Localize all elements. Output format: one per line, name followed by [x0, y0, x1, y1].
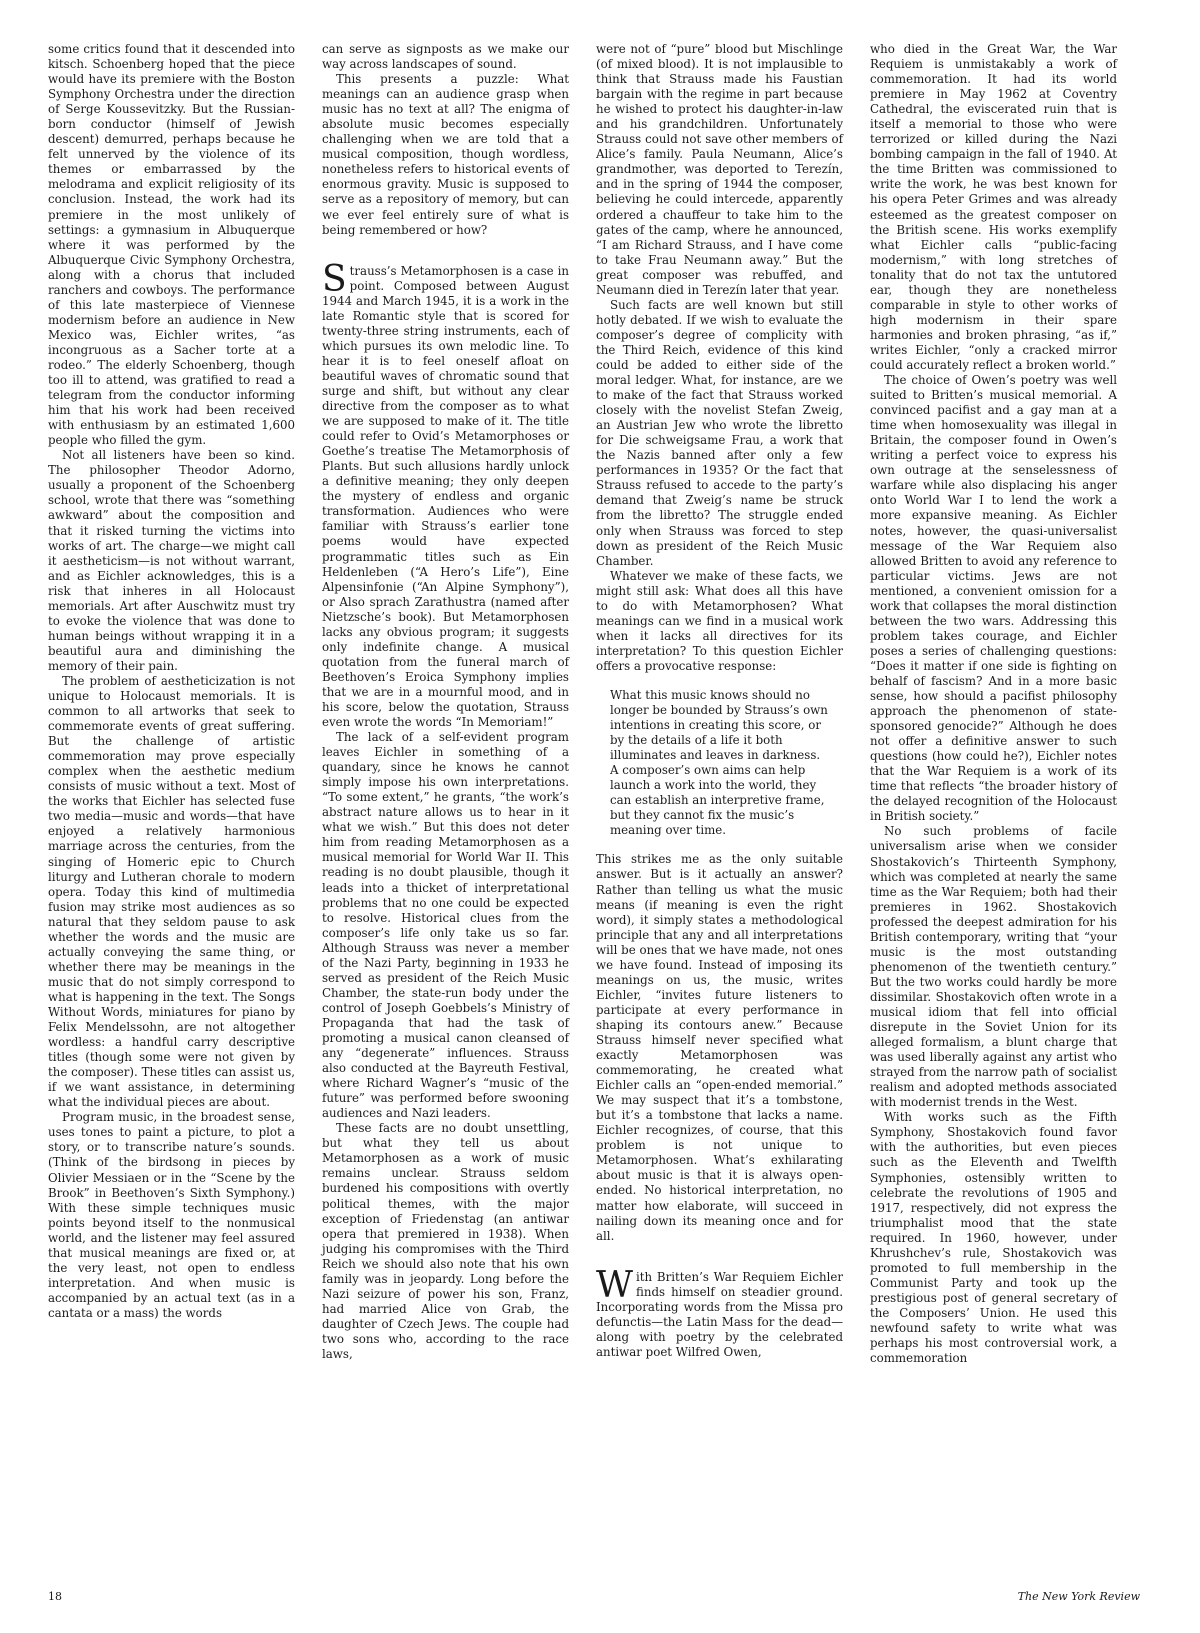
paragraph: who died in the Great War, the War Requiem is unmistakably a work of commemoration. It had its world premiere in May 1962 at Coventry Cathedral, the eviscerated ruin that is itself a memorial to those who were terrorized or killed during the Nazi bombing campaign in the fall of 1940. At the time Britten was commissioned to write the work, he was best known for his opera Peter Grimes and was already esteemed as the greatest composer on the British scene. His works exemplify what Eichler calls “public-facing modernism,” with long stretches of tonality that do not tax the untutored ear, though they are nonetheless comparable in style to other works of high modernism in their spare harmonies and broken phrasing, “as if,” writes Eichler, “only a cracked mirror could accurately reflect a broken world.”	[870, 42, 1117, 372]
drop-cap: S	[322, 258, 347, 300]
drop-cap: W	[596, 1264, 634, 1306]
block-quote: What this music knows should no longer be bounded by Strauss’s own intentions in creating this score, or by the details of a life it both illuminates and leaves in darkness. A composer’s own aims can help launch a work into the world, they can establish an interpretive frame, but they cannot fix the music’s meaning over time.	[610, 687, 828, 838]
paragraph: some critics found that it descended into kitsch. Schoenberg hoped that the piece would have its premiere with the Boston Symphony Orchestra under the direction of Serge Koussevitzky. But the Russian-born conductor (himself of Jewish descent) demurred, perhaps because he felt unnerved by the violence of its themes or embarrassed by the melodrama and explicit religiosity of its conclusion. Instead, the work had its premiere in the most unlikely of settings: a gymnasium in Albuquerque where it was performed by the Albuquerque Civic Symphony Orchestra, along with a chorus that included ranchers and cowboys. The performance of this late masterpiece of Viennese modernism before an audience in New Mexico was, Eichler writes, “as incongruous as a Sacher torte at a rodeo.” The elderly Schoenberg, though too ill to attend, was gratified to read a telegram from the conductor informing him that his work had been received with enthusiasm by an estimated 1,600 people who filled the gym.	[48, 42, 295, 448]
paragraph: Not all listeners have been so kind. The philosopher Theodor Adorno, usually a proponent of the Schoenberg school, wrote that there was “something awkward” about the composition and that it risked turning the victims into works of art. The charge—we might call it aestheticism—is not without warrant, and as Eichler acknowledges, this is a risk that inheres in all Holocaust memorials. Art after Auschwitz must try to evoke the violence that was done to human beings without wrapping it in a beautiful aura and diminishing the memory of their pain.	[48, 448, 295, 673]
paragraph: No such problems of facile universalism arise when we consider Shostakovich’s Thirteenth Symphony, which was completed at nearly the same time as the War Requiem; both had their premieres in 1962. Shostakovich professed the deepest admiration for his British contemporary, writing that “your music is the most outstanding phenomenon of the twentieth century.” But the two works could hardly be more dissimilar. Shostakovich often wrote in a musical idiom that fell into official disrepute in the Soviet Union for its alleged formalism, a blunt charge that was used liberally against any artist who strayed from the narrow path of socialist realism and adopted methods associated with modernist trends in the West.	[870, 824, 1117, 1110]
section-opening-paragraph	[322, 258, 569, 730]
paragraph: The lack of a self-evident program leaves Eichler in something of a quandary, since he knows he cannot simply impose his own interpretations. “To some extent,” he grants, “the work’s abstract nature allows us to hear in it what we wish.” But this does not deter him from reading Metamorphosen as a musical memorial for World War II. This reading is no doubt plausible, though it leads into a thicket of interpretational problems that no one could be expected to resolve. Historical clues from the composer’s life only take us so far. Although Strauss was never a member of the Nazi Party, beginning in 1933 he served as president of the Reich Music Chamber, the state-run body under the control of Joseph Goebbels’s Ministry of Propaganda that had the task of promoting a musical canon cleansed of any “degenerate” influences. Strauss also conducted at the Bayreuth Festival, where Richard Wagner’s “music of the future” was performed before swooning audiences and Nazi leaders.	[322, 730, 569, 1121]
article-column-1	[48, 42, 295, 1321]
paragraph-text: trauss’s Metamorphosen is a case in point. Composed between August 1944 and March 1945, it is a work in the late Romantic style that is scored for twenty-three string instruments, each of which pursues its own melodic line. To hear it is to feel oneself afloat on beautiful waves of chromatic sound that surge and shift, but without any clear directive from the composer as to what we are supposed to make of it. The title could refer to Ovid’s Metamorphoses or Goethe’s treatise The Metamorphosis of Plants. But such allusions hardly unlock a definitive meaning; they only deepen the mystery of endless and organic transformation. Audiences who were familiar with Strauss’s earlier tone poems would have expected programmatic titles such as Ein Heldenleben (“A Hero’s Life”), Eine Alpensinfonie (“An Alpine Symphony”), or Also sprach Zarathustra (named after Nietzsche’s book). But Metamorphosen lacks any obvious program; it suggests only indefinite change. A musical quotation from the funeral march of Beethoven’s Eroica Symphony implies that we are in a mournful mood, and in his score, below the quotation, Strauss even wrote the words “In Memoriam!”	[322, 263, 569, 730]
paragraph: With works such as the Fifth Symphony, Shostakovich found favor with the authorities, but even pieces such as the Eleventh and Twelfth Symphonies, ostensibly written to celebrate the revolutions of 1905 and 1917, respectively, did not express the triumphalist mood that the state required. In 1960, however, under Khrushchev’s rule, Shostakovich was promoted to full membership in the Communist Party and took up the prestigious post of general secretary of the Composers’ Union. He used this newfound safety to write what was perhaps his most controversial work, a commemoration	[870, 1110, 1117, 1366]
paragraph: were not of “pure” blood but Mischlinge (of mixed blood). It is not implausible to think that Strauss made his Faustian bargain with the regime in part because he wished to protect his daughter-in-law and his grandchildren. Unfortunately Strauss could not save other members of Alice’s family. Paula Neumann, Alice’s grandmother, was deported to Terezín, and in the spring of 1944 the composer, believing he could intercede, apparently ordered a chauffeur to take him to the gates of the camp, where he announced, “I am Richard Strauss, and I have come to take Frau Neumann away.” But the great composer was rebuffed, and Neumann died in Terezín later that year.	[596, 42, 843, 297]
paragraph: Whatever we make of these facts, we might still ask: What does all this have to do with Metamorphosen? What meanings can we find in a musical work when it lacks all directives for its interpretation? To this question Eichler offers a provocative response:	[596, 568, 843, 673]
paragraph: The problem of aestheticization is not unique to Holocaust memorials. It is common to all artworks that seek to commemorate events of great suffering. But the challenge of artistic commemoration may prove especially complex when the aesthetic medium consists of music without a text. Most of the works that Eichler has selected fuse two media—music and words—that have enjoyed a relatively harmonious marriage across the centuries, from the singing of Homeric epic to Church liturgy and Lutheran chorale to modern opera. Today this kind of multimedia fusion may strike most audiences as so natural that they seldom pause to ask whether the words and the music are actually conveying the same thing, or whether there may be meanings in the music that do not simply correspond to what is happening in the text. The Songs Without Words, miniatures for piano by Felix Mendelssohn, are not altogether wordless: a handful carry descriptive titles (though some were not given by the composer). These titles can assist us, if we want assistance, in determining what the individual pieces are about.	[48, 673, 295, 1110]
article-column-3	[596, 42, 843, 1360]
section-opening-paragraph	[596, 1264, 843, 1360]
paragraph: The choice of Owen’s poetry was well suited to Britten’s musical memorial. A convinced pacifist and a gay man at a time when homosexuality was illegal in Britain, the composer found in Owen’s writing a perfect voice to express his own outrage at the senselessness of warfare while also displacing his anger onto World War I to lend the work a more expansive meaning. As Eichler notes, however, the quasi-universalist message of the War Requiem also allowed Britten to avoid any reference to particular victims. Jews are not mentioned, a convenient omission for a work that collapses the moral distinction between the two wars. Addressing this problem takes courage, and Eichler poses a series of challenging questions: “Does it matter if one side is fighting on behalf of fascism? And in a more basic sense, how should a pacifist philosophy approach the phenomenon of state-sponsored genocide?” Although he does not offer a definitive answer to such questions (how could he?), Eichler notes that the War Requiem is a work of its time that reflects “the broader history of the delayed recognition of the Holocaust in British society.”	[870, 373, 1117, 824]
paragraph: Such facts are well known but still hotly debated. If we wish to evaluate the composer’s degree of complicity with the Third Reich, evidence of this kind could be added to either side of the moral ledger. What, for instance, are we to make of the fact that Strauss worked closely with the novelist Stefan Zweig, an Austrian Jew who wrote the libretto for Die schweigsame Frau, a work that the Nazis banned after only a few performances in 1935? Or the fact that Strauss refused to accede to the party’s demand that Zweig’s name be struck from the libretto? The struggle ended only when Strauss was forced to step down as president of the Reich Music Chamber.	[596, 297, 843, 568]
article-column-2	[322, 42, 569, 1362]
page-number: 18	[48, 1590, 62, 1603]
publication-name: The New York Review	[1017, 1590, 1140, 1603]
paragraph: Program music, in the broadest sense, uses tones to paint a picture, to plot a story, or to transcribe nature’s sounds. (Think of the birdsong in pieces by Olivier Messiaen or in the “Scene by the Brook” in Beethoven’s Sixth Symphony.) With these simple techniques music points beyond itself to the nonmusical world, and the listener may feel assured that musical meanings are fixed or, at the very least, not open to endless interpretation. And when music is accompanied by an actual text (as in a cantata or a mass) the words	[48, 1110, 295, 1320]
paragraph: can serve as signposts as we make our way across landscapes of sound.	[322, 42, 569, 72]
paragraph: This strikes me as the only suitable answer. But is it actually an answer? Rather than telling us what the music means (if meaning is even the right word), it simply states a methodological principle that any and all interpretations will be ones that we have made, not ones we have found. Instead of imposing its meanings on us, the music, writes Eichler, “invites future listeners to participate at every performance in shaping its contours anew.” Because Strauss himself never specified what exactly Metamorphosen was commemorating, he created what Eichler calls an “open-ended memorial.” We may suspect that it’s a tombstone, but it’s a tombstone that lacks a name. Eichler recognizes, of course, that this problem is not unique to Metamorphosen. What’s exhilarating about music is that it is always open-ended. No historical interpretation, no matter how elaborate, will succeed in nailing down its meaning once and for all.	[596, 852, 843, 1243]
paragraph: These facts are no doubt unsettling, but what they tell us about Metamorphosen as a work of music remains unclear. Strauss seldom burdened his compositions with overtly political themes, with the major exception of Friedenstag (an antiwar opera that premiered in 1938). When judging his compromises with the Third Reich we should also note that his own family was in jeopardy. Long before the Nazi seizure of power his son, Franz, had married Alice von Grab, the daughter of Czech Jews. The couple had two sons who, according to the race laws,	[322, 1121, 569, 1361]
paragraph: This presents a puzzle: What meanings can an audience grasp when music has no text at all? The enigma of absolute music becomes especially challenging when we are told that a musical composition, though wordless, nonetheless refers to historical events of enormous gravity. Music is supposed to serve as a repository of memory, but can we ever feel entirely sure of what is being remembered or how?	[322, 72, 569, 237]
paragraph-text: ith Britten’s War Requiem Eichler finds himself on steadier ground. Incorporating words from the Missa pro defunctis—the Latin Mass for the dead—along with poetry by the celebrated antiwar poet Wilfred Owen,	[596, 1269, 843, 1359]
article-column-4	[870, 42, 1117, 1366]
